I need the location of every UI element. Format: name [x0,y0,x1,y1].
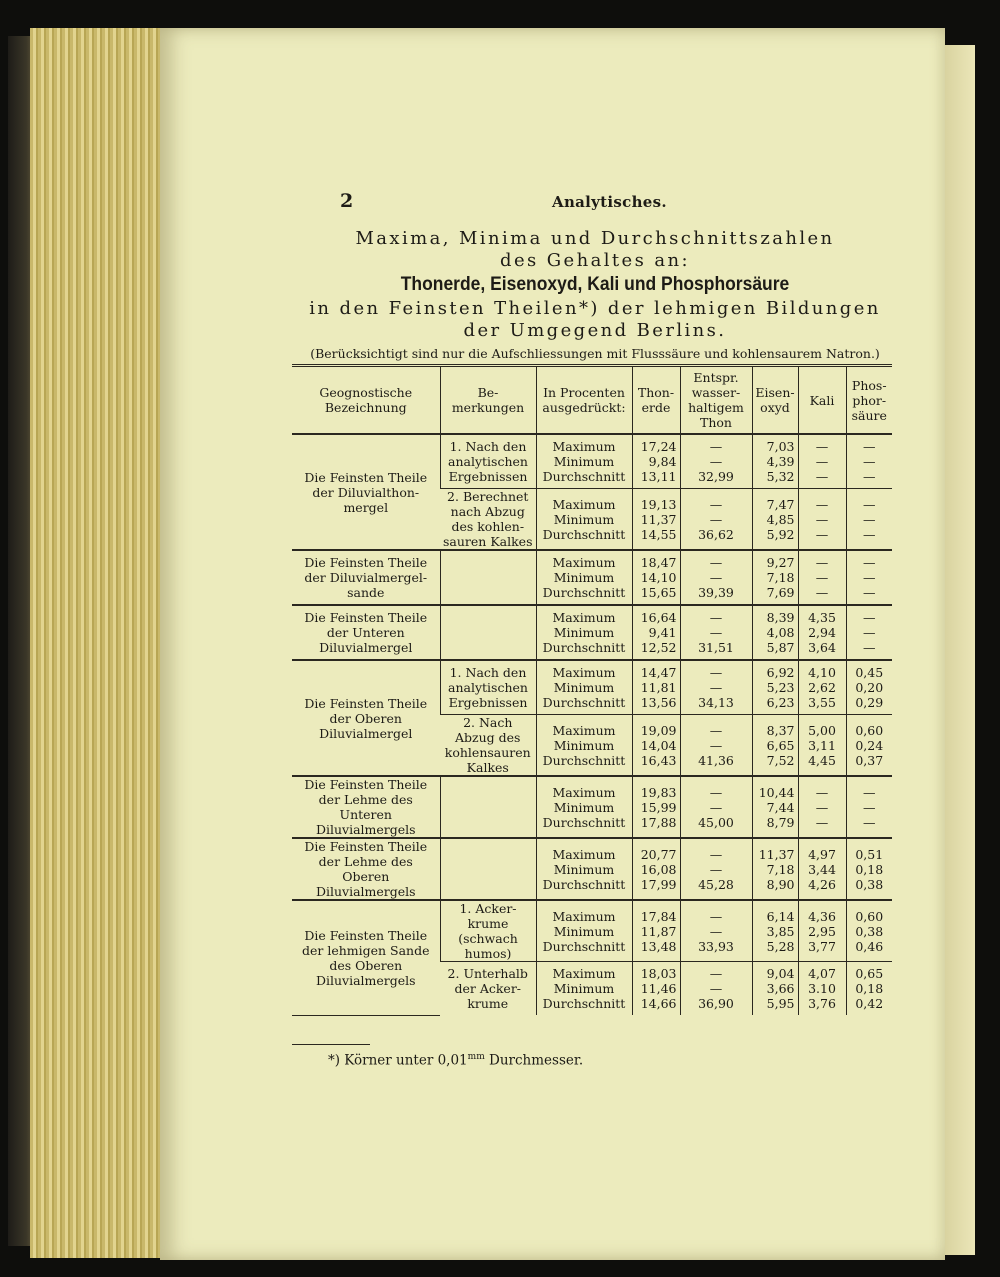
kali-values-value: — [815,799,829,815]
geo-name: Die Feinsten Theile der Unteren Diluvialmergel [304,610,428,655]
phosphorsaeure-values-value: 0,24 [855,737,884,753]
kali-values [798,434,846,489]
phosphorsaeure-values [846,776,892,838]
wasser-thon-values-value: — [709,570,723,585]
thonerde-values-value: 9,41 [648,625,677,640]
eisenoxyd-values-value: 5,23 [766,680,795,695]
wasser-thon-values-value: — [709,722,723,738]
eisenoxyd-values-value: 8,39 [766,610,795,625]
eisenoxyd-values-value: 5,92 [766,526,795,542]
title-line-5: der Umgegend Berlins. [463,320,727,341]
kali-values-value: — [815,814,829,830]
eisenoxyd-values-value: 6,14 [766,908,795,924]
eisenoxyd-values [752,550,798,605]
phosphorsaeure-values-value: 0,51 [855,846,884,862]
wasser-thon-values [680,660,752,715]
thonerde-values-value: 17,24 [640,439,677,454]
thonerde-values-value: 13,56 [640,695,677,710]
phosphorsaeure-values-value: 0,38 [855,923,884,939]
row-labels [536,715,632,777]
title-line-3: Thonerde, Eisenoxyd, Kali und Phosphorsäure [400,274,790,295]
thonerde-values-value: 15,99 [640,799,677,815]
eisenoxyd-values-value: 9,04 [766,966,795,981]
header-wasser: Entspr. wasser- haltigem Thon [680,366,752,435]
footnote-text: *) Körner unter 0,01 [328,1052,468,1069]
row-label: Durchschnitt [542,526,626,542]
phosphorsaeure-values-value: 0,37 [855,752,884,768]
phosphorsaeure-values [846,605,892,660]
kali-values-value: — [815,496,829,512]
thonerde-values [632,605,680,660]
eisenoxyd-values-value: 5,28 [766,938,795,954]
kali-values-value: 3.10 [808,981,836,996]
thonerde-values [632,550,680,605]
eisenoxyd-values-value: 6,65 [766,737,795,753]
thonerde-values-value: 19,83 [640,784,677,800]
phosphorsaeure-values-value: — [863,454,876,469]
header-bem: Be- merkungen [440,366,536,435]
table-group [292,776,892,838]
phosphorsaeure-values [846,900,892,962]
wasser-thon-values-value: 36,90 [698,996,734,1011]
kali-values-value: — [815,454,829,469]
thonerde-values [632,660,680,715]
wasser-thon-values [680,838,752,900]
phosphorsaeure-values [846,434,892,489]
thonerde-values-value: 14,04 [640,737,677,753]
wasser-thon-values-value: — [709,680,723,695]
thonerde-values [632,838,680,900]
wasser-thon-values-value: 39,39 [698,585,734,600]
table-title [290,228,900,364]
row-labels [536,660,632,715]
row-label: Minimum [553,570,615,585]
remark-cell: 2. Berechnet nach Abzug des kohlen- sauren Kalkes [440,489,536,551]
eisenoxyd-values [752,605,798,660]
eisenoxyd-values-value: 5,95 [766,996,795,1011]
phosphorsaeure-values-value: 0,42 [855,996,884,1011]
phosphorsaeure-values [846,660,892,715]
remark-cell [440,776,536,838]
row-label: Maximum [552,722,616,738]
title-line-1: Maxima, Minima und Durchschnittszahlen [355,228,835,249]
row-label: Minimum [553,981,615,996]
row-labels [536,489,632,551]
thonerde-values-value: 11,37 [640,511,677,527]
thonerde-values-value: 14,10 [640,570,677,585]
geo-name: Die Feinsten Theile der Diluvialmergel- sande [304,555,428,600]
table-group [292,838,892,900]
thonerde-values-value: 16,64 [640,610,677,625]
wasser-thon-values-value: 33,93 [698,938,734,954]
phosphorsaeure-values-value: 0,45 [855,665,884,680]
eisenoxyd-values-value: 8,37 [766,722,795,738]
eisenoxyd-values-value: 6,92 [766,665,795,680]
title-line-4: in den Feinsten Theilen*) der lehmigen Bildungen [309,298,881,319]
row-labels [536,434,632,489]
row-label: Maximum [552,966,616,981]
thonerde-values-value: 15,65 [640,585,677,600]
row-label: Durchschnitt [542,469,626,484]
phosphorsaeure-values-value: 0,18 [855,861,884,877]
wasser-thon-values [680,605,752,660]
thonerde-values-value: 16,08 [640,861,677,877]
wasser-thon-values [680,776,752,838]
eisenoxyd-values-value: 7,18 [766,861,795,877]
wasser-thon-values-value: — [709,908,723,924]
wasser-thon-values-value: — [709,439,723,454]
kali-values-value: 4,45 [808,752,836,768]
wasser-thon-values-value: — [709,966,723,981]
thonerde-values-value: 9,84 [648,454,677,469]
wasser-thon-values-value: — [709,861,723,877]
row-label: Durchschnitt [542,640,626,655]
wasser-thon-values-value: — [709,625,723,640]
eisenoxyd-values-value: 3,66 [766,981,795,996]
footnote-unit: mm [467,1052,485,1062]
row-label: Minimum [553,625,615,640]
phosphorsaeure-values-value: — [863,625,876,640]
eisenoxyd-values-value: 7,18 [766,570,795,585]
eisenoxyd-values-value: 4,39 [766,454,795,469]
thonerde-values-value: 16,43 [640,752,677,768]
kali-values [798,489,846,551]
thonerde-values-value: 17,84 [640,908,677,924]
header-thon: Thon- erde [632,366,680,435]
phosphorsaeure-values-value: — [863,585,876,600]
geo-name: Die Feinsten Theile der Oberen Diluvialmergel [304,695,428,741]
footnote [328,1052,583,1069]
row-label: Maximum [552,784,616,800]
header-eisen: Eisen- oxyd [752,366,798,435]
table-header-row [292,366,892,435]
eisenoxyd-values [752,776,798,838]
wasser-thon-values [680,489,752,551]
row-labels [536,550,632,605]
wasser-thon-values-value: — [709,799,723,815]
eisenoxyd-values [752,962,798,1016]
thonerde-values-value: 11,87 [640,923,677,939]
wasser-thon-values [680,962,752,1016]
eisenoxyd-values-value: 7,52 [766,752,795,768]
data-table-wrap [292,364,892,1016]
table-group [292,605,892,660]
row-label: Durchschnitt [542,876,626,892]
thonerde-values-value: 17,99 [640,876,677,892]
wasser-thon-values-value: — [709,511,723,527]
remark-cell: 1. Nach den analytischen Ergebnissen [440,434,536,489]
eisenoxyd-values [752,715,798,777]
kali-values-value: 2,95 [808,923,836,939]
eisenoxyd-values [752,838,798,900]
geo-name: Die Feinsten Theile der lehmigen Sande des Oberen Diluvialmergels [292,900,440,1015]
facing-page-edge [945,45,975,1255]
row-label: Minimum [553,511,615,527]
kali-values-value: — [815,439,829,454]
kali-values-value: 4,35 [808,610,836,625]
eisenoxyd-values-value: 10,44 [758,784,795,800]
thonerde-values-value: 19,13 [640,496,677,512]
wasser-thon-values [680,434,752,489]
thonerde-values-value: 20,77 [640,846,677,862]
phosphorsaeure-values-value: — [863,439,876,454]
kali-values-value: 3,55 [808,695,836,710]
thonerde-values-value: 17,88 [640,814,677,830]
row-label: Durchschnitt [542,695,626,710]
wasser-thon-values-value: 36,62 [698,526,734,542]
kali-values [798,776,846,838]
footnote-tail: Durchmesser. [484,1052,584,1069]
row-label: Maximum [552,496,616,512]
eisenoxyd-values-value: 4,85 [766,511,795,527]
thonerde-values-value: 14,47 [640,665,677,680]
phosphorsaeure-values [846,962,892,1016]
phosphorsaeure-values-value: — [863,570,876,585]
eisenoxyd-values-value: 7,47 [766,496,795,512]
book-page-edges [30,28,170,1258]
eisenoxyd-values-value: 4,08 [766,625,795,640]
wasser-thon-values-value: — [709,981,723,996]
kali-values [798,605,846,660]
eisenoxyd-values [752,900,798,962]
wasser-thon-values-value: — [709,737,723,753]
kali-values-value: 3,44 [808,861,836,877]
kali-values-value: 4,10 [808,665,836,680]
thonerde-values-value: 18,03 [640,966,677,981]
thonerde-values-value: 11,81 [640,680,677,695]
row-labels [536,776,632,838]
phosphorsaeure-values [846,550,892,605]
remark-cell: 1. Nach den analytischen Ergebnissen [440,660,536,715]
kali-values-value: — [815,585,829,600]
row-labels [536,900,632,962]
kali-values-value: 3,77 [808,938,836,954]
wasser-thon-values-value: 31,51 [698,640,734,655]
phosphorsaeure-values-value: — [863,469,876,484]
phosphorsaeure-values-value: 0,65 [855,966,884,981]
eisenoxyd-values-value: 8,79 [766,814,795,830]
thonerde-values [632,776,680,838]
row-label: Maximum [552,665,616,680]
table-row [292,660,892,715]
phosphorsaeure-values-value: 0,29 [855,695,884,710]
header-phos: Phos- phor- säure [846,366,892,435]
wasser-thon-values [680,715,752,777]
kali-values-value: 4,97 [808,846,836,862]
row-label: Minimum [553,923,615,939]
thonerde-values-value: 14,66 [640,996,677,1011]
row-label: Durchschnitt [542,752,626,768]
kali-values [798,962,846,1016]
eisenoxyd-values-value: 3,85 [766,923,795,939]
row-label: Maximum [552,610,616,625]
row-label: Maximum [552,555,616,570]
kali-values [798,838,846,900]
row-labels [536,962,632,1016]
phosphorsaeure-values-value: — [863,496,876,512]
remark-cell [440,550,536,605]
wasser-thon-values-value: 32,99 [698,469,734,484]
wasser-thon-values-value: — [709,665,723,680]
title-line-2: des Gehaltes an: [500,250,690,271]
kali-values-value: 2,94 [808,625,836,640]
row-label: Minimum [553,680,615,695]
wasser-thon-values-value: 34,13 [698,695,734,710]
row-label: Durchschnitt [542,938,626,954]
row-label: Durchschnitt [542,585,626,600]
eisenoxyd-values [752,434,798,489]
eisenoxyd-values-value: 5,32 [766,469,795,484]
title-note: (Berücksichtigt sind nur die Aufschliessungen mit Flusssäure und kohlensaurem Natron.) [310,346,880,361]
wasser-thon-values-value: — [709,555,723,570]
header-geo: Geognostische Bezeichnung [319,385,413,415]
kali-values-value: — [815,555,829,570]
geo-name: Die Feinsten Theile der Diluvialthon- mergel [304,469,428,515]
kali-values-value: — [815,526,829,542]
table-row [292,434,892,489]
footnote-rule [292,1044,370,1045]
eisenoxyd-values-value: 6,23 [766,695,795,710]
kali-values-value: 4,26 [808,876,836,892]
thonerde-values-value: 11,46 [640,981,677,996]
thonerde-values-value: 19,09 [640,722,677,738]
table-group [292,660,892,776]
thonerde-values [632,434,680,489]
wasser-thon-values [680,550,752,605]
row-label: Durchschnitt [542,814,626,830]
table-row [292,838,892,900]
kali-values-value: 3,64 [808,640,836,655]
phosphorsaeure-values-value: — [863,814,876,830]
table-row [292,900,892,962]
eisenoxyd-values-value: 8,90 [766,876,795,892]
table-row [292,550,892,605]
wasser-thon-values [680,900,752,962]
phosphorsaeure-values-value: 0,20 [855,680,884,695]
kali-values [798,660,846,715]
eisenoxyd-values-value: 7,03 [766,439,795,454]
row-label: Durchschnitt [542,996,626,1011]
header-kali: Kali [798,366,846,435]
eisenoxyd-values [752,489,798,551]
thonerde-values [632,962,680,1016]
phosphorsaeure-values-value: 0,60 [855,908,884,924]
wasser-thon-values-value: — [709,923,723,939]
table-group [292,434,892,550]
thonerde-values-value: 18,47 [640,555,677,570]
eisenoxyd-values-value: 11,37 [758,846,795,862]
kali-values-value: — [815,570,829,585]
row-label: Maximum [552,846,616,862]
phosphorsaeure-values-value: 0,46 [855,938,884,954]
page-header [340,190,890,214]
eisenoxyd-values-value: 5,87 [766,640,795,655]
phosphorsaeure-values-value: — [863,526,876,542]
kali-values-value: 3,11 [808,737,836,753]
phosphorsaeure-values-value: — [863,799,876,815]
phosphorsaeure-values-value: — [863,640,876,655]
kali-values-value: 3,76 [808,996,836,1011]
wasser-thon-values-value: — [709,496,723,512]
phosphorsaeure-values [846,838,892,900]
thonerde-values-value: 13,48 [640,938,677,954]
wasser-thon-values-value: 45,28 [698,876,734,892]
eisenoxyd-values [752,660,798,715]
kali-values [798,900,846,962]
wasser-thon-values-value: — [709,610,723,625]
wasser-thon-values-value: 45,00 [698,814,734,830]
eisenoxyd-values-value: 7,69 [766,585,795,600]
thonerde-values-value: 13,11 [640,469,677,484]
kali-values-value: 2,62 [808,680,836,695]
row-label: Minimum [553,454,615,469]
phosphorsaeure-values-value: 0,18 [855,981,884,996]
remark-cell [440,605,536,660]
phosphorsaeure-values [846,489,892,551]
wasser-thon-values-value: — [709,454,723,469]
thonerde-values [632,900,680,962]
kali-values [798,550,846,605]
wasser-thon-values-value: — [709,784,723,800]
wasser-thon-values-value: 41,36 [698,752,734,768]
geo-name: Die Feinsten Theile der Lehme des Oberen Diluvialmergels [304,839,428,899]
eisenoxyd-values-value: 7,44 [766,799,795,815]
row-label: Maximum [552,439,616,454]
phosphorsaeure-values-value: — [863,511,876,527]
row-label: Minimum [553,799,615,815]
remark-cell: 2. Unterhalb der Acker- krume [440,962,536,1016]
thonerde-values-value: 12,52 [640,640,677,655]
kali-values-value: 4,36 [808,908,836,924]
kali-values-value: 4,07 [808,966,836,981]
row-label: Minimum [553,861,615,877]
kali-values [798,715,846,777]
remark-cell: 2. Nach Abzug des kohlensauren Kalkes [440,715,536,777]
phosphorsaeure-values-value: — [863,784,876,800]
kali-values-value: — [815,469,829,484]
phosphorsaeure-values-value: 0,38 [855,876,884,892]
row-labels [536,838,632,900]
phosphorsaeure-values-value: — [863,555,876,570]
data-table [292,364,892,1016]
thonerde-values-value: 14,55 [640,526,677,542]
table-row [292,776,892,838]
phosphorsaeure-values [846,715,892,777]
running-head: Analytisches. [552,193,667,211]
remark-cell: 1. Acker- krume (schwach humos) [440,900,536,962]
header-proc: In Procenten ausgedrückt: [536,366,632,435]
row-label: Minimum [553,737,615,753]
eisenoxyd-values-value: 9,27 [766,555,795,570]
thonerde-values [632,715,680,777]
phosphorsaeure-values-value: 0,60 [855,722,884,738]
wasser-thon-values-value: — [709,846,723,862]
page-number: 2 [340,190,354,212]
row-labels [536,605,632,660]
table-group [292,550,892,605]
kali-values-value: — [815,784,829,800]
table-group [292,900,892,1015]
thonerde-values [632,489,680,551]
row-label: Maximum [552,908,616,924]
phosphorsaeure-values-value: — [863,610,876,625]
table-row [292,605,892,660]
geo-name: Die Feinsten Theile der Lehme des Unteren Diluvialmergels [304,777,428,837]
kali-values-value: 5,00 [808,722,836,738]
kali-values-value: — [815,511,829,527]
remark-cell [440,838,536,900]
